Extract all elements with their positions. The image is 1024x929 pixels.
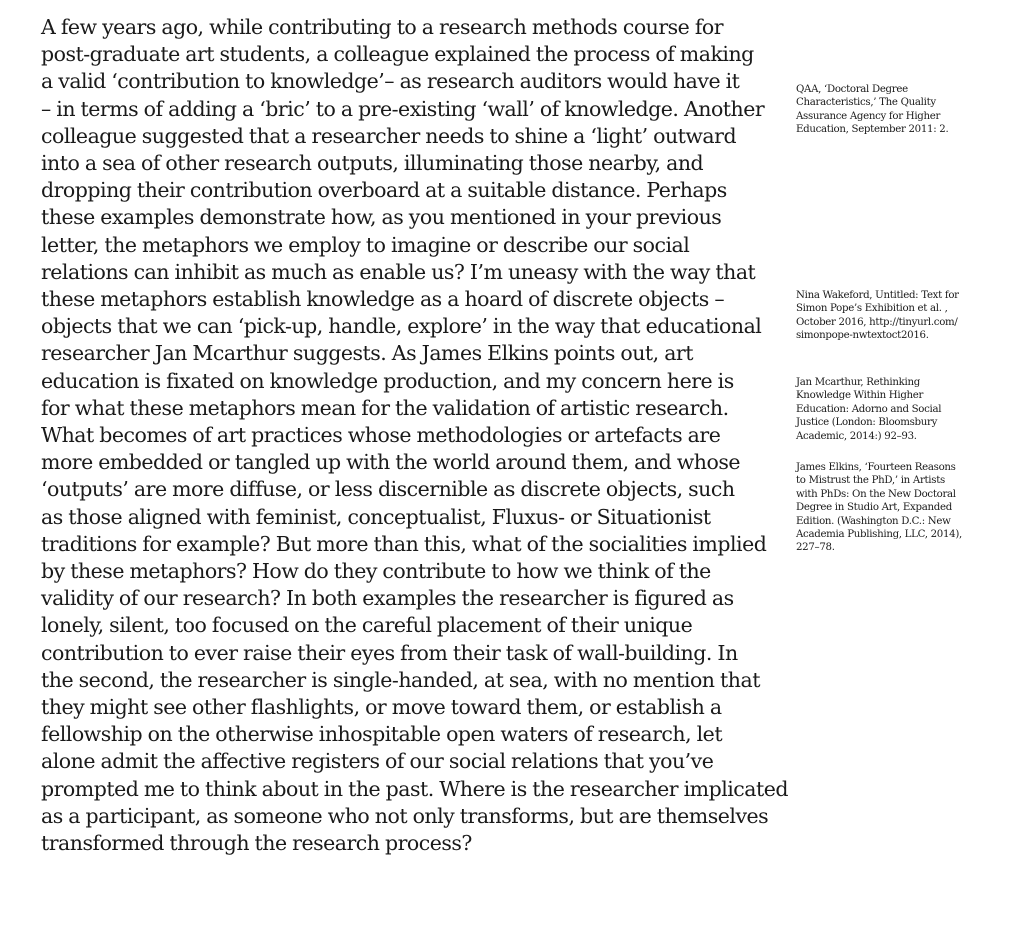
text-line: as those aligned with feminist, conceptualist, Fluxus- or Situationist	[41, 504, 711, 529]
text-line: traditions for example? But more than this, what of the socialities implied	[41, 531, 767, 556]
text-line: alone admit the affective registers of our social relations that you’ve	[41, 749, 714, 774]
note-line: Degree in Studio Art, Expanded	[796, 502, 952, 514]
text-line: these metaphors establish knowledge as a hoard of discrete objects –	[41, 287, 725, 312]
text-line: contribution to ever raise their eyes from their task of wall-building. In	[41, 640, 738, 665]
text-line: What becomes of art practices whose methodologies or artefacts are	[41, 423, 721, 448]
note-line: Education, September 2011: 2.	[796, 124, 949, 136]
note-line: Jan Mcarthur, Rethinking	[796, 377, 920, 388]
note-line: with PhDs: On the New Doctoral	[796, 488, 956, 500]
text-line: validity of our research? In both examples the researcher is figured as	[41, 586, 734, 611]
note-line: Nina Wakeford, Untitled: Text for	[796, 290, 959, 301]
note-line: Edition. (Washington D.C.: New	[796, 515, 951, 527]
text-line: A few years ago, while contributing to a research methods course for	[41, 15, 724, 39]
note-line: to Mistrust the PhD,’ in Artists	[796, 475, 945, 487]
text-line: the second, the researcher is single-handed, at sea, with no mention that	[41, 667, 760, 692]
text-line: for what these metaphors mean for the validation of artistic research.	[41, 395, 729, 420]
text-line: into a sea of other research outputs, illuminating those nearby, and	[41, 151, 704, 176]
text-line: prompted me to think about in the past. Where is the researcher implicated	[41, 776, 789, 801]
text-line: a valid ‘contribution to knowledge’– as research auditors would have it	[41, 69, 740, 94]
text-line: as a participant, as someone who not only transforms, but are themselves	[41, 803, 769, 828]
note-line: Knowledge Within Higher	[796, 390, 924, 402]
text-line: objects that we can ‘pick-up, handle, explore’ in the way that educational	[41, 314, 762, 339]
text-line: by these metaphors? How do they contribute to how we think of the	[41, 559, 711, 584]
note-line: Simon Pope’s Exhibition et al. ,	[796, 303, 948, 315]
body-paragraph	[41, 14, 789, 857]
side-note-qaa	[796, 83, 996, 137]
note-line: Justice (London: Bloomsbury	[796, 417, 938, 429]
note-line: Characteristics,’ The Quality	[796, 97, 936, 109]
side-note-wakeford	[796, 289, 996, 343]
text-line: – in terms of adding a ‘bric’ to a pre-existing ‘wall’ of knowledge. Another	[41, 96, 765, 121]
note-line: Academia Publishing, LLC, 2014),	[796, 529, 962, 541]
text-line: more embedded or tangled up with the world around them, and whose	[41, 450, 740, 475]
text-line: colleague suggested that a researcher needs to shine a ‘light’ outward	[41, 123, 737, 148]
text-line: letter, the metaphors we employ to imagine or describe our social	[41, 232, 690, 257]
note-line: Assurance Agency for Higher	[796, 110, 941, 122]
text-line: researcher Jan Mcarthur suggests. As James Elkins points out, art	[41, 341, 693, 366]
note-line: simonpope-nwtextoct2016.	[796, 330, 929, 342]
side-note-elkins	[796, 461, 996, 555]
text-line: they might see other flashlights, or move toward them, or establish a	[41, 695, 722, 720]
text-line: fellowship on the otherwise inhospitable open waters of research, let	[41, 722, 723, 747]
text-line: relations can inhibit as much as enable us? I’m uneasy with the way that	[41, 259, 756, 284]
text-line: ‘outputs’ are more diffuse, or less discernible as discrete objects, such	[41, 477, 735, 502]
note-line: Education: Adorno and Social	[796, 403, 942, 415]
text-line: post-graduate art students, a colleague explained the process of making	[41, 42, 754, 67]
text-line: education is fixated on knowledge production, and my concern here is	[41, 368, 734, 393]
note-line: QAA, ‘Doctoral Degree	[796, 84, 908, 95]
note-line: Academic, 2014:) 92–93.	[796, 430, 917, 442]
note-line: October 2016, http://tinyurl.com/	[796, 316, 958, 328]
note-line: James Elkins, ‘Fourteen Reasons	[796, 462, 956, 473]
text-line: lonely, silent, too focused on the careful placement of their unique	[41, 613, 693, 638]
side-note-mcarthur	[796, 376, 996, 443]
note-line: 227–78.	[796, 542, 835, 554]
text-line: these examples demonstrate how, as you mentioned in your previous	[41, 205, 722, 230]
text-line: transformed through the research process?	[41, 831, 472, 856]
text-line: dropping their contribution overboard at a suitable distance. Perhaps	[41, 178, 727, 203]
